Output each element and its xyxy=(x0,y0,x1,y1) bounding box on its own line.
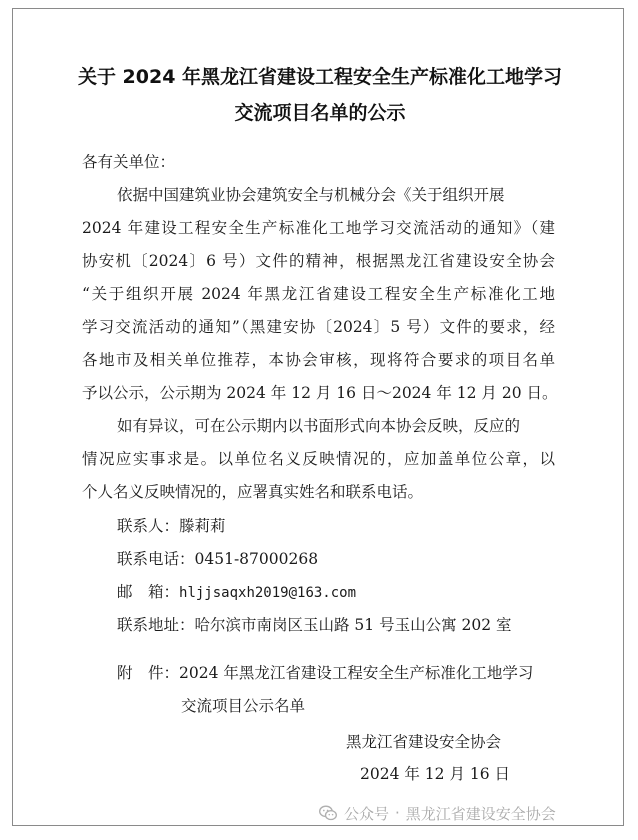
paragraph-1-line: 2024 年建设工程安全生产标准化工地学习交流活动的通知》（建 xyxy=(82,219,555,237)
attachment-title: 2024 年黑龙江省建设工程安全生产标准化工地学习 xyxy=(179,664,534,682)
attachment-line-1 xyxy=(117,661,533,683)
paragraph-2-line: 如有异议，可在公示期内以书面形式向本协会反映，反应的 xyxy=(117,417,521,435)
wechat-watermark xyxy=(318,801,556,825)
watermark-separator: · xyxy=(395,804,400,822)
contact-address: 联系地址：哈尔滨市南岗区玉山路 51 号玉山公寓 202 室 xyxy=(117,616,512,634)
paragraph-1-line: 协安机〔2024〕6 号）文件的精神，根据黑龙江省建设安全协会 xyxy=(82,252,555,270)
document-title-line-2: 交流项目名单的公示 xyxy=(234,102,406,124)
contact-person: 联系人：滕莉莉 xyxy=(117,517,226,535)
paragraph-2-line: 情况应实事求是。以单位名义反映情况的，应加盖单位公章，以 xyxy=(82,450,555,468)
contact-phone: 联系电话：0451-87000268 xyxy=(117,550,319,568)
paragraph-1-line: 学习交流活动的通知”（黑建安协〔2024〕5 号）文件的要求，经 xyxy=(82,318,555,336)
paragraph-1-line: 予以公示，公示期为 2024 年 12 月 16 日～2024 年 12 月 20 日。 xyxy=(82,384,558,402)
attachment-label: 附 件： xyxy=(117,664,180,682)
paragraph-1-line: 依据中国建筑业协会建筑安全与机械分会《关于组织开展 xyxy=(117,186,505,204)
document-title-line-1: 关于 2024 年黑龙江省建设工程安全生产标准化工地学习 xyxy=(77,66,563,88)
email-label: 邮 箱： xyxy=(117,583,180,601)
watermark-account: 黑龙江省建设安全协会 xyxy=(405,804,556,823)
attachment-line-2: 交流项目公示名单 xyxy=(181,697,306,715)
watermark-label: 公众号 xyxy=(344,804,390,823)
signature-date: 2024 年 12 月 16 日 xyxy=(360,765,511,783)
signature-organization: 黑龙江省建设安全协会 xyxy=(346,733,502,751)
paragraph-1-line: “关于组织开展 2024 年黑龙江省建设工程安全生产标准化工地 xyxy=(82,285,555,303)
paragraph-2-line: 个人名义反映情况的，应署真实姓名和联系电话。 xyxy=(82,483,424,501)
paragraph-1-line: 各地市及相关单位推荐，本协会审核，现将符合要求的项目名单 xyxy=(82,351,555,369)
wechat-icon xyxy=(318,803,338,823)
contact-email xyxy=(117,580,356,602)
salutation: 各有关单位： xyxy=(82,153,176,171)
email-value: hljjsaqxh2019@163.com xyxy=(179,585,357,601)
